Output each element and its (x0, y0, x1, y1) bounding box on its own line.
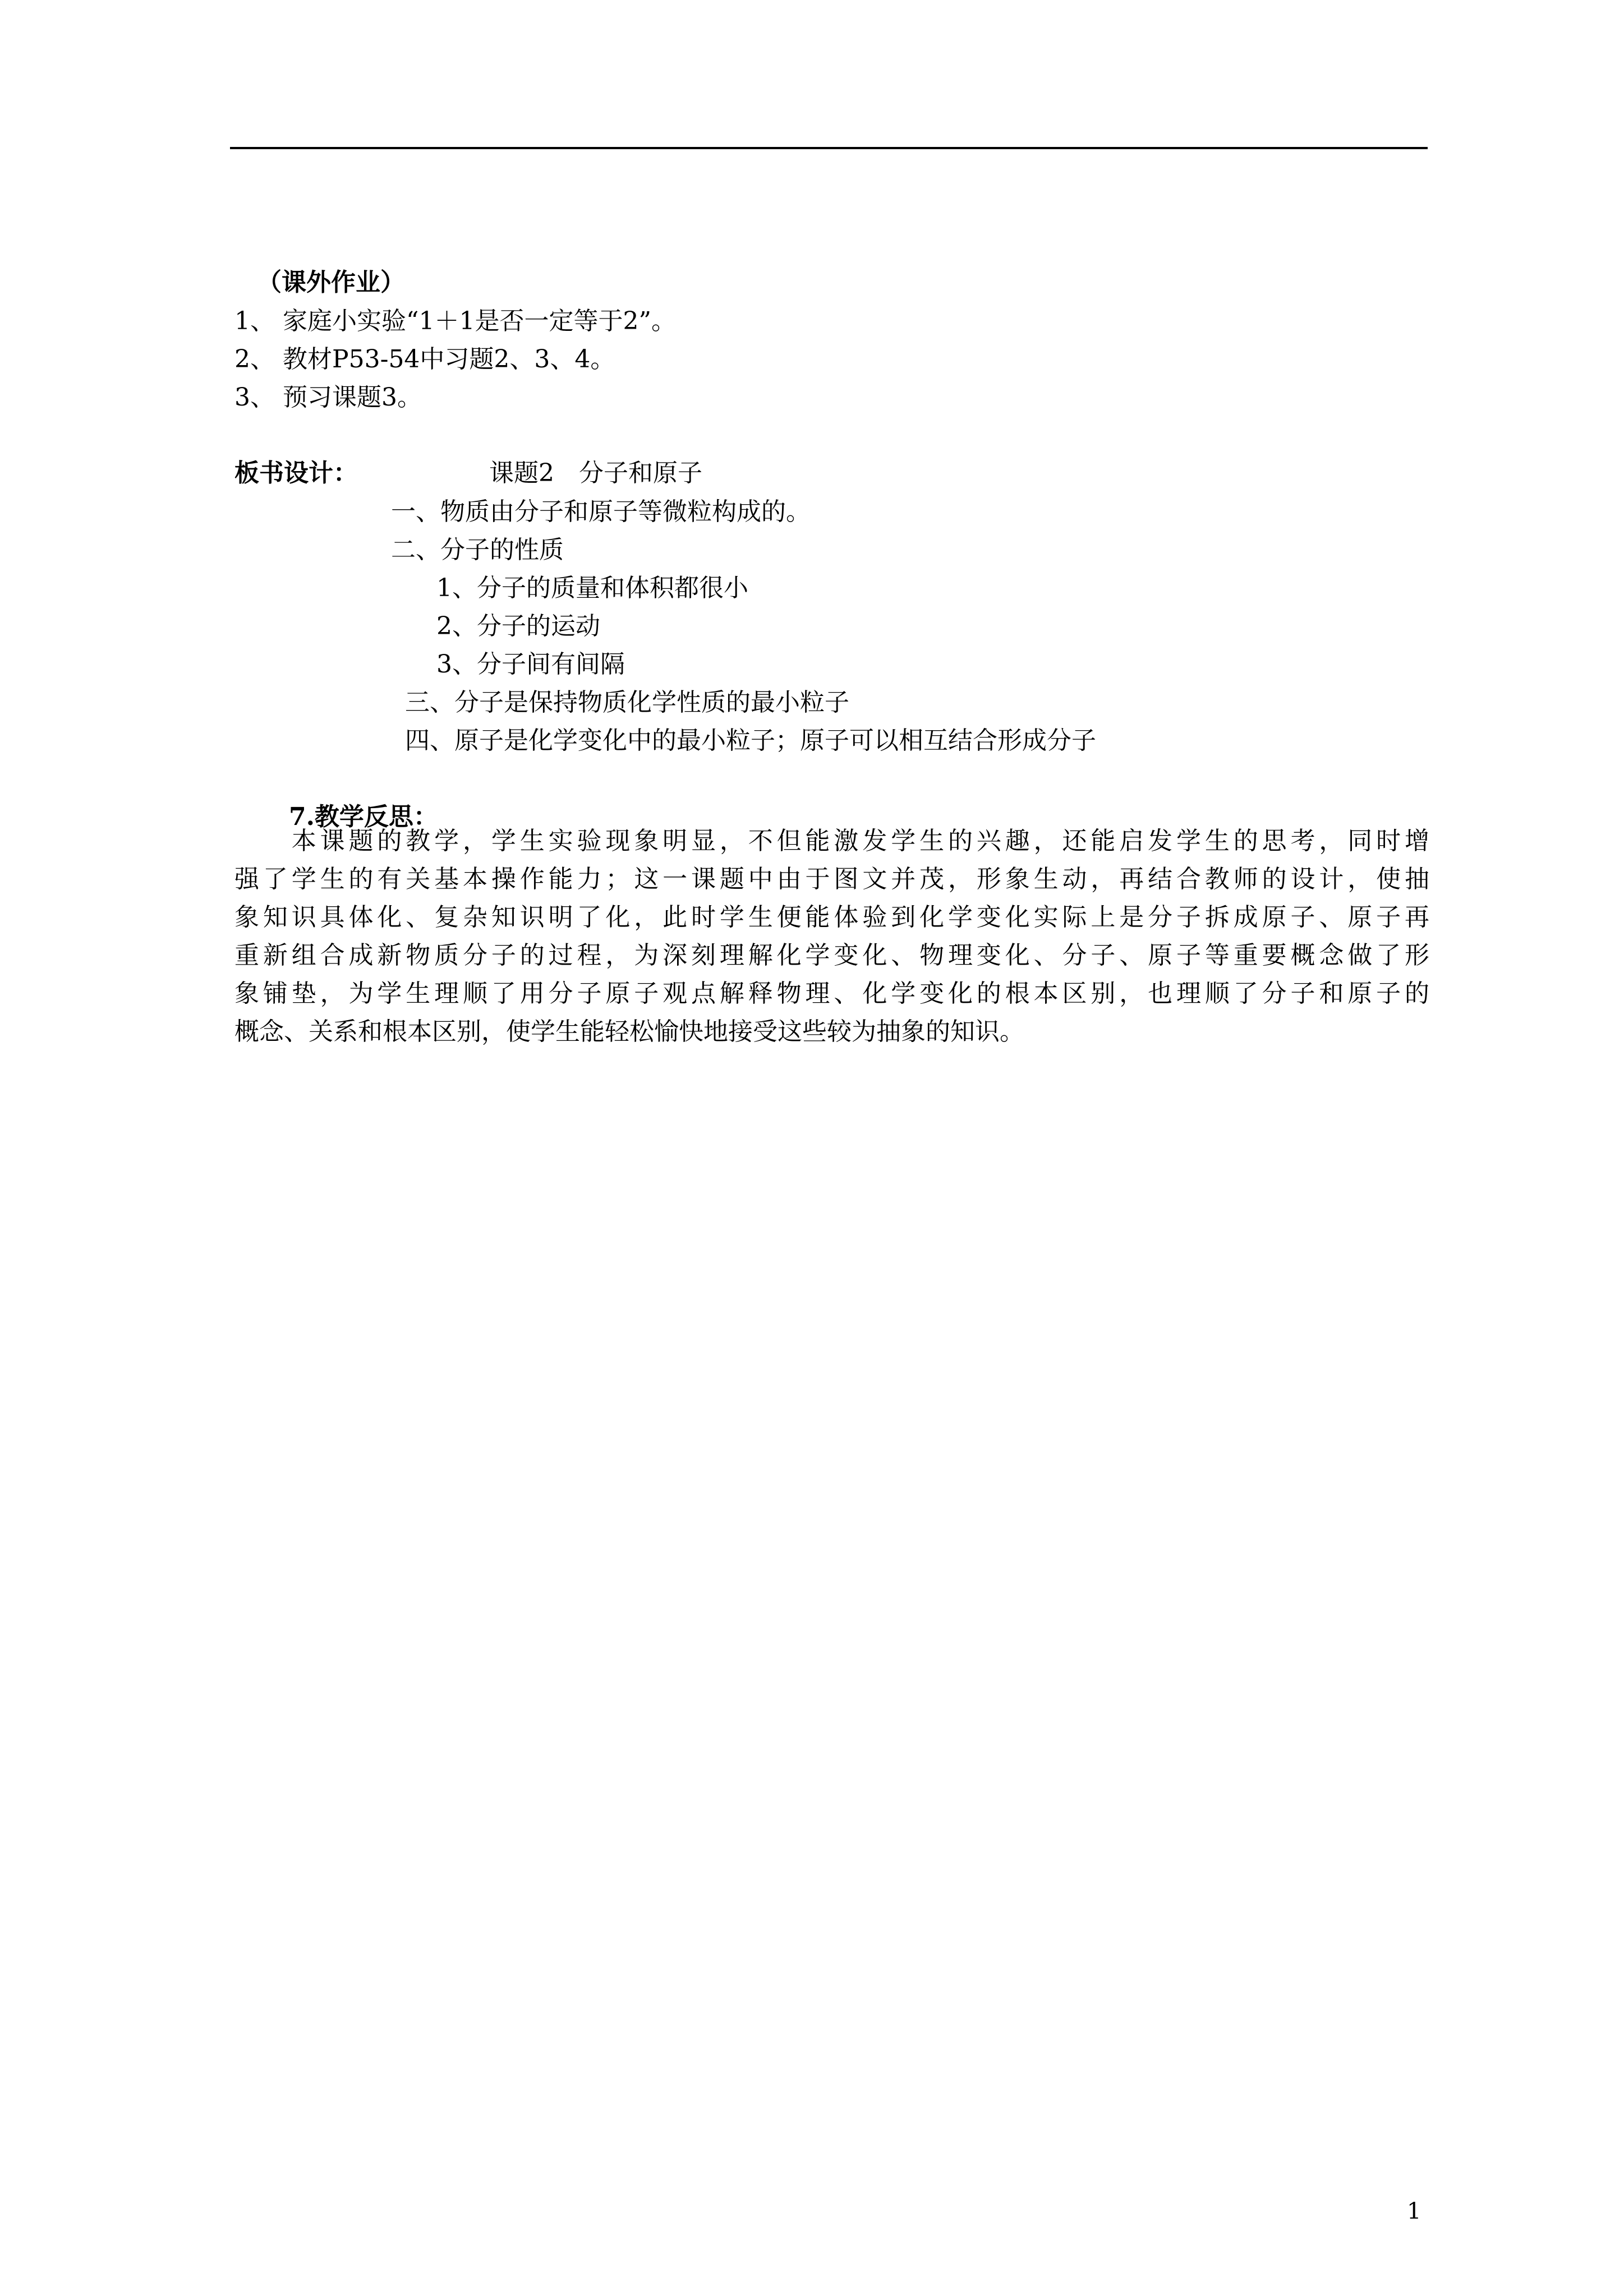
reflection-line: 象铺垫，为学生理顺了用分子原子观点解释物理、化学变化的根本区别，也理顺了分子和原子的 (234, 979, 1429, 1008)
board-point-2: 二、分子的性质 (391, 536, 564, 564)
reflection-line: 重新组合成新物质分子的过程，为深刻理解化学变化、物理变化、分子、原子等重要概念做了形 (234, 941, 1429, 970)
board-point-3: 三、分子是保持物质化学性质的最小粒子 (405, 688, 849, 717)
board-point-1: 一、物质由分子和原子等微粒构成的。 (391, 497, 811, 526)
page-number: 1 (1407, 2198, 1421, 2224)
board-design-title: 课题2 分子和原子 (489, 459, 702, 487)
homework-item-2: 2、 教材P53-54中习题2、3、4。 (234, 345, 615, 374)
board-subpoint-3: 3、分子间有间隔 (436, 650, 625, 679)
homework-heading: （课外作业） (257, 268, 405, 297)
homework-item-1: 1、 家庭小实验“1＋1是否一定等于2”。 (234, 307, 676, 335)
reflection-line: 概念、关系和根本区别，使学生能轻松愉快地接受这些较为抽象的知识。 (234, 1017, 1024, 1046)
reflection-heading: 7.教学反思： (289, 803, 438, 831)
board-subpoint-2: 2、分子的运动 (436, 612, 600, 640)
reflection-line: 象知识具体化、复杂知识明了化，此时学生便能体验到化学变化实际上是分子拆成原子、原子再 (234, 903, 1429, 932)
board-subpoint-1: 1、分子的质量和体积都很小 (436, 574, 748, 602)
reflection-paragraph (234, 822, 1429, 1051)
reflection-line: 强了学生的有关基本操作能力；这一课题中由于图文并茂，形象生动，再结合教师的设计，使抽 (234, 865, 1429, 893)
homework-item-3: 3、 预习课题3。 (234, 383, 422, 412)
header-rule (230, 147, 1428, 149)
board-point-4: 四、原子是化学变化中的最小粒子；原子可以相互结合形成分子 (405, 726, 1096, 755)
board-design-label: 板书设计： (234, 459, 358, 487)
reflection-line: 本课题的教学，学生实验现象明显，不但能激发学生的兴趣，还能启发学生的思考，同时增 (234, 827, 1429, 855)
